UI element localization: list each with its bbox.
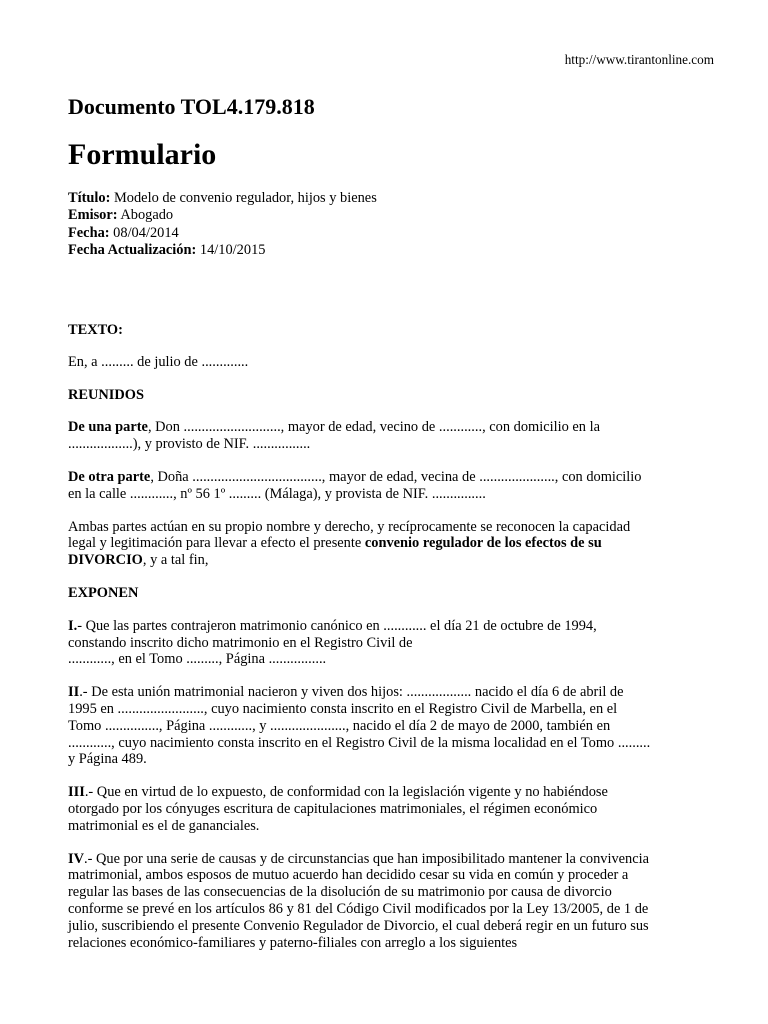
meta-fecha-value: 08/04/2014 [113, 224, 179, 241]
exponen-item-3 [68, 784, 708, 834]
meta-actualizacion [68, 242, 377, 259]
parte-otra-line-1 [68, 469, 708, 486]
source-url[interactable]: http://www.tirantonline.com [564, 52, 714, 67]
ambas-line-3-text: , y a tal fin, [142, 552, 209, 569]
exponen-item-2 [68, 684, 708, 768]
item-4-line-6: relaciones económico-familiares y paterno-filiales con arreglo a los siguientes [68, 934, 518, 951]
document-type-title: Formulario [68, 138, 217, 171]
item-2-line-4: ............, cuyo nacimiento consta inscrito en el Registro Civil de la misma localidad en el Tomo ......... [68, 734, 651, 751]
item-3-label: III [68, 784, 85, 801]
reunidos-heading-text: REUNIDOS [68, 386, 144, 403]
item-4-line-2: matrimonial, ambos esposos de mutuo acuerdo han decidido cesar su vida en común y proceder a [68, 867, 629, 884]
item-3-text-1: .- Que en virtud de lo expuesto, de conformidad con la legislación vigente y no habiéndose [84, 784, 608, 801]
meta-emisor-value: Abogado [120, 207, 174, 224]
meta-titulo-value: Modelo de convenio regulador, hijos y bienes [114, 190, 377, 206]
meta-actualizacion-label: Fecha Actualización: [68, 242, 197, 259]
parte-una-line-1 [68, 419, 708, 436]
ambas-line-2 [68, 535, 708, 552]
parte-una-line-2: ..................), y provisto de NIF. ................ [68, 436, 311, 453]
ambas-line-2-bold: convenio regulador de los efectos de su [364, 535, 602, 552]
parte-una-label: De una parte [68, 419, 148, 436]
metadata-block [68, 190, 377, 260]
exponen-heading-text: EXPONEN [68, 584, 139, 601]
meta-emisor-label: Emisor: [68, 207, 118, 224]
document-id: Documento TOL4.179.818 [68, 94, 315, 119]
item-2-line-2: 1995 en ........................, cuyo nacimiento consta inscrito en el Registro Civil de Marbella, en el [68, 700, 618, 717]
reunidos-heading [68, 387, 708, 404]
meta-fecha-label: Fecha: [68, 224, 110, 241]
exponen-item-1 [68, 618, 708, 668]
meta-titulo [68, 190, 377, 207]
item-2-label: II [68, 684, 80, 701]
item-1-line-3: ............, en el Tomo ........., Página ................ [68, 651, 327, 668]
item-1-line-1 [68, 618, 708, 635]
ambas-line-3 [68, 552, 708, 569]
ambas-partes-paragraph [68, 519, 708, 569]
texto-heading [68, 322, 708, 339]
item-3-line-3: matrimonial es el de gananciales. [68, 817, 260, 834]
exponen-heading [68, 585, 708, 602]
parte-otra-label: De otra parte [68, 468, 151, 485]
item-4-text-1: .- Que por una serie de causas y de circunstancias que han imposibilitado mantener la convivencia [84, 850, 650, 867]
ambas-line-3-bold: DIVORCIO [68, 552, 143, 569]
texto-heading-text: TEXTO: [68, 322, 123, 338]
item-1-line-2: constando inscrito dicho matrimonio en el Registro Civil de [68, 634, 413, 651]
item-4-line-3: regular las bases de las consecuencias de la disolución de su matrimonio por causa de divorcio [68, 884, 612, 901]
parte-una-paragraph [68, 419, 708, 453]
item-2-text-1: .- De esta unión matrimonial nacieron y viven dos hijos: .................. nacido el día 6 de abril de [79, 684, 624, 701]
document-body [68, 322, 708, 951]
meta-titulo-label: Título: [68, 190, 111, 206]
exponen-item-4 [68, 851, 708, 952]
item-2-line-5: y Página 489. [68, 751, 147, 768]
parte-una-text-1: , Don ..........................., mayor de edad, vecino de ............, con domicilio en la [147, 419, 600, 436]
meta-fecha [68, 225, 377, 242]
meta-actualizacion-value: 14/10/2015 [199, 242, 266, 259]
intro-line: En, a ......... de julio de ............. [68, 353, 249, 370]
item-2-line-1 [68, 684, 708, 701]
item-4-line-5: julio, suscribiendo el presente Convenio Regulador de Divorcio, el cual deberá regir en un futuro sus [68, 917, 649, 934]
meta-emisor [68, 207, 377, 224]
parte-otra-paragraph [68, 469, 708, 503]
item-4-line-4: conforme se prevé en los artículos 86 y 81 del Código Civil modificados por la Ley 13/2005, de 1 de [68, 900, 649, 917]
item-1-text-1: - Que las partes contrajeron matrimonio canónico en ............ el día 21 de octubre de 1994, [77, 617, 597, 634]
item-4-label: IV [68, 850, 84, 867]
ambas-line-2-text: legal y legitimación para llevar a efecto el presente [68, 535, 365, 552]
ambas-line-1: Ambas partes actúan en su propio nombre y derecho, y recíprocamente se reconocen la capacidad [68, 518, 631, 535]
parte-otra-text-1: , Doña ...................................., mayor de edad, vecina de ....................., con domicilio [150, 468, 642, 485]
item-2-line-3: Tomo ..............., Página ............, y ....................., nacido el día 2 de mayo de 2000, también en [68, 717, 611, 734]
item-3-line-2: otorgado por los cónyuges escritura de capitulaciones matrimoniales, el régimen económico [68, 800, 598, 817]
parte-otra-line-2: en la calle ............, nº 56 1º ......... (Málaga), y provista de NIF. ............... [68, 485, 486, 502]
item-4-line-1 [68, 851, 708, 868]
item-1-label: I. [68, 617, 78, 634]
item-3-line-1 [68, 784, 708, 801]
